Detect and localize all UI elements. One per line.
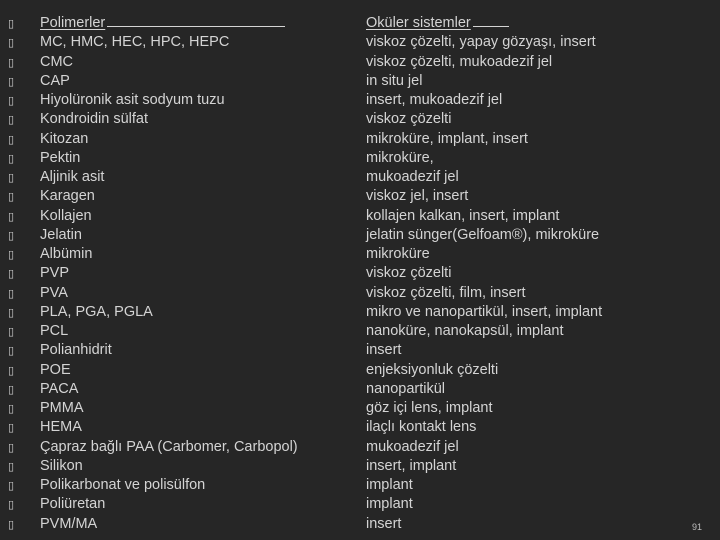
- bullet-icon: ▯: [8, 402, 15, 415]
- ocular-system-list-item: insert: [366, 342, 402, 359]
- ocular-system-list-item: kollajen kalkan, insert, implant: [366, 207, 560, 224]
- polymer-list-item: Polikarbonat ve polisülfon: [40, 477, 206, 493]
- ocular-system-list-item: viskoz çözelti: [366, 265, 452, 282]
- polymer-list-item: POE: [40, 361, 71, 378]
- ocular-system-list-item: mikroküre,: [366, 149, 434, 166]
- bullet-icon: ▯: [8, 363, 15, 377]
- ocular-systems-column: [366, 14, 686, 534]
- bullet-icon: ▯: [8, 344, 15, 358]
- polymer-list-item: Poliüretan: [40, 496, 106, 513]
- polymer-list-item: HEMA: [40, 419, 82, 436]
- bullet-icon: ▯: [8, 382, 15, 396]
- ocular-system-list-item: mikroküre, implant, insert: [366, 130, 528, 147]
- ocular-system-list-item: insert, implant: [366, 457, 457, 474]
- bullet-column: [8, 14, 28, 534]
- bullet-icon: ▯: [8, 498, 15, 512]
- polymer-list-item: Jelatin: [40, 226, 82, 243]
- bullet-icon: ▯: [8, 113, 15, 127]
- bullet-icon: ▯: [8, 209, 15, 223]
- polymer-list-item: Çapraz bağlı PAA (Carbomer, Carbopol): [40, 438, 298, 455]
- polymer-list-item: Kondroidin sülfat: [40, 111, 149, 128]
- bullet-icon: ▯: [8, 190, 15, 204]
- polymer-list-item: PVA: [40, 284, 68, 301]
- polymer-list-item: Silikon: [40, 457, 83, 474]
- ocular-systems-column-header: Oküler sistemler: [366, 14, 686, 33]
- polymer-list-item: PMMA: [40, 400, 84, 416]
- ocular-system-list-item: viskoz çözelti, film, insert: [366, 284, 526, 301]
- polymer-list-item: CAP: [40, 72, 70, 89]
- bullet-icon: ▯: [8, 286, 15, 300]
- ocular-system-list-item: implant: [366, 477, 413, 493]
- polymer-list-item: Karagen: [40, 188, 95, 205]
- polymer-list-item: Hiyolüronik asit sodyum tuzu: [40, 92, 225, 108]
- polymer-list-item: PCL: [40, 323, 69, 339]
- bullet-icon: ▯: [8, 305, 15, 319]
- ocular-system-list-item: viskoz çözelti, yapay gözyaşı, insert: [366, 34, 596, 51]
- polymer-list-item: Pektin: [40, 149, 81, 166]
- bullet-icon: ▯: [8, 421, 15, 435]
- ocular-system-list-item: implant: [366, 496, 413, 513]
- bullet-icon: ▯: [8, 74, 15, 88]
- bullet-icon: ▯: [8, 151, 15, 165]
- bullet-icon: ▯: [8, 248, 15, 261]
- polymer-column: [40, 14, 340, 534]
- polymer-list-item: Polianhidrit: [40, 342, 112, 359]
- polymer-list-item: PLA, PGA, PGLA: [40, 303, 153, 320]
- bullet-icon: ▯: [8, 440, 15, 454]
- polymer-list-item: MC, HMC, HEC, HPC, HEPC: [40, 34, 230, 51]
- ocular-system-list-item: ilaçlı kontakt lens: [366, 419, 477, 436]
- bullet-icon: ▯: [8, 55, 15, 69]
- ocular-system-list-item: mukoadezif jel: [366, 169, 459, 185]
- polymer-list-item: Kitozan: [40, 130, 89, 147]
- ocular-system-list-item: nanopartikül: [366, 380, 445, 397]
- polymer-list-item: CMC: [40, 53, 74, 70]
- ocular-system-list-item: mukoadezif jel: [366, 438, 459, 455]
- polymer-column-header: Polimerler: [40, 14, 340, 33]
- bullet-icon: ▯: [8, 267, 15, 281]
- ocular-system-list-item: jelatin sünger(Gelfoam®), mikroküre: [366, 226, 600, 243]
- bullet-icon: ▯: [8, 325, 15, 338]
- ocular-system-list-item: göz içi lens, implant: [366, 400, 493, 416]
- polymer-list-item: PVP: [40, 265, 70, 282]
- bullet-icon: ▯: [8, 228, 15, 242]
- polymer-list-item: Aljinik asit: [40, 169, 105, 185]
- bullet-icon: ▯: [8, 132, 15, 146]
- polymer-list-item: PVM/MA: [40, 515, 98, 532]
- bullet-icon: ▯: [8, 171, 15, 184]
- ocular-system-list-item: viskoz jel, insert: [366, 188, 469, 205]
- page-number: 91: [691, 522, 702, 532]
- polymer-list-item: Albümin: [40, 246, 93, 262]
- ocular-system-list-item: mikro ve nanopartikül, insert, implant: [366, 303, 603, 320]
- bullet-icon: ▯: [8, 517, 15, 531]
- bullet-icon: ▯: [8, 17, 15, 30]
- ocular-system-list-item: mikroküre: [366, 246, 430, 262]
- ocular-system-list-item: enjeksiyonluk çözelti: [366, 361, 499, 378]
- bullet-icon: ▯: [8, 36, 15, 50]
- ocular-system-list-item: viskoz çözelti, mukoadezif jel: [366, 53, 553, 70]
- ocular-system-list-item: in situ jel: [366, 72, 423, 89]
- ocular-system-list-item: insert: [366, 515, 402, 532]
- bullet-icon: ▯: [8, 459, 15, 473]
- ocular-system-list-item: nanoküre, nanokapsül, implant: [366, 323, 564, 339]
- ocular-system-list-item: insert, mukoadezif jel: [366, 92, 503, 108]
- polymer-list-item: Kollajen: [40, 207, 92, 224]
- bullet-icon: ▯: [8, 479, 15, 492]
- ocular-system-list-item: viskoz çözelti: [366, 111, 452, 128]
- bullet-icon: ▯: [8, 94, 15, 107]
- polymer-list-item: PACA: [40, 380, 79, 397]
